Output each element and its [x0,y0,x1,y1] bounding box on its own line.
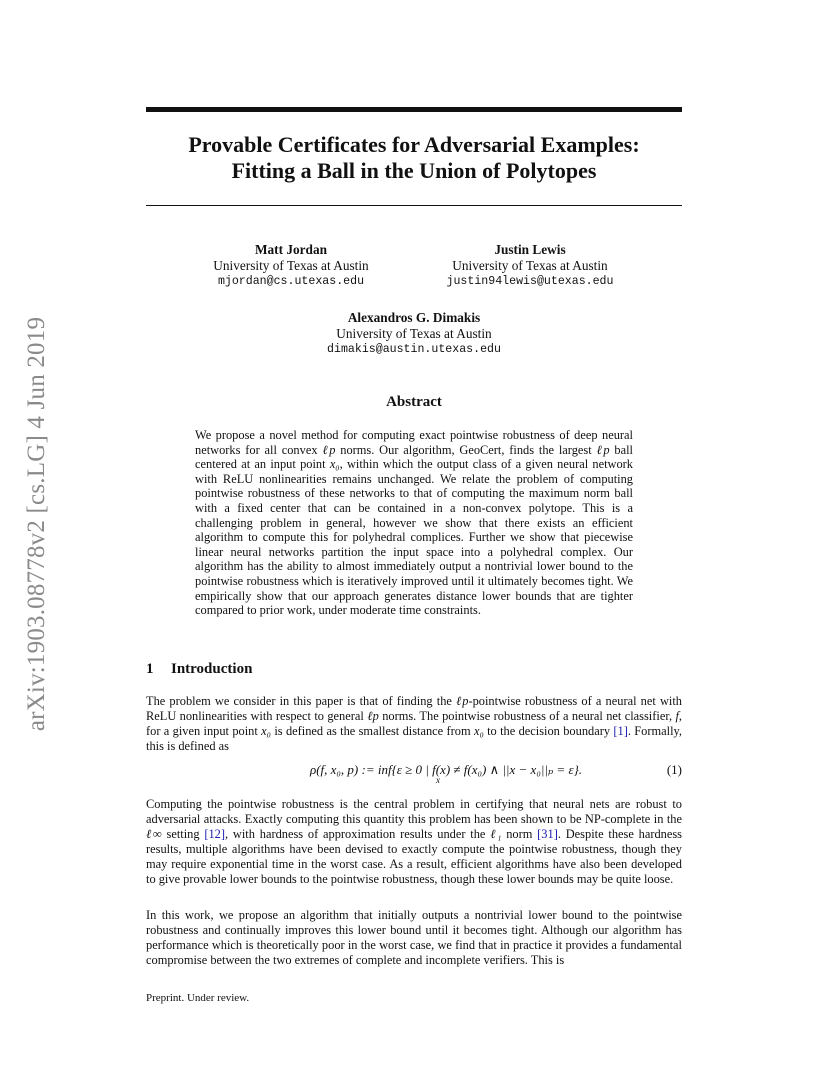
paragraph-text: Computing the pointwise robustness is the central problem in certifying that neural nets are robust to adversarial attacks. Exactly computing this quantity this problem has been shown to be NP-complete in the [146,797,682,826]
abstract-heading: Abstract [386,394,442,410]
abstract-text: , within which the output class of a given neural network with ReLU nonlinearities remains unchanged. We relate the problem of computing pointwise robustness of these networks to that of computing the maximum norm ball with a fixed center that can be contained in a non-convex polytope. This is a challenging problem in general, however we show that there exists an efficient algorithm to compute this for polyhedral complices. Further we show that piecewise linear neural networks partition the input space into a polyhedral complex. Our algorithm has the ability to almost immediately output a nontrivial lower bound to the pointwise robustness which is iteratively improved until it ultimately becomes tight. We empirically show that our approach generates distance lower bounds that are tighter compared to prior work, under moderate time constraints. [195,457,633,618]
author-name: Alexandros G. Dimakis [347,310,481,325]
math-l1: ℓ₁ [490,826,502,841]
arxiv-identifier: arXiv:1903.08778v2 [cs.LG] 4 Jun 2019 [23,316,50,732]
paragraph-text: The problem we consider in this paper is that of finding the [146,694,457,708]
math-lp: ℓp [367,708,379,723]
author-affiliation: University of Texas at Austin [452,258,608,273]
abstract-text: ball centered at an input point [195,442,634,472]
title-line-2: Fitting a Ball in the Union of Polytopes [231,158,597,183]
equation-number: (1) [666,762,682,777]
paragraph-text: . Formally, this is defined as [146,723,683,753]
equation-formula: ρ(f, x₀, p) := inf{ε ≥ 0 | f(x) ≠ f(x₀) ∧ ||x − x₀||ₚ = ε}. [309,762,583,777]
paragraph-text: setting [161,826,205,841]
title-bottom-rule [146,205,682,206]
author-email[interactable]: mjordan@cs.utexas.edu [217,275,365,288]
paragraph-text: is defined as the smallest distance from [270,723,474,738]
arxiv-sidebar [18,296,56,752]
author-affiliation: University of Texas at Austin [336,326,492,341]
paragraph-text: , with hardness of approximation results under the [225,826,491,841]
author-email[interactable]: dimakis@austin.utexas.edu [327,343,501,356]
title-line-1: Provable Certificates for Adversarial Examples: [188,132,640,157]
author-block-2 [430,242,630,290]
intro-paragraph-3: In this work, we propose an algorithm that initially outputs a nontrivial lower bound to the pointwise robustness and continually improves this lower bound until it becomes tight. Although our algorithm has performance which is theoretically poor in the worst case, we find that in practice it provides a fundamental compromise between the two extremes of complete and incomplete verifiers. This is [146,908,682,967]
title-top-rule [146,107,682,112]
paragraph-text: to the decision boundary [483,723,614,738]
abstract-body [195,428,633,618]
math-x0: x₀ [329,457,340,472]
author-name: Matt Jordan [254,242,328,257]
paper-title [146,132,682,184]
intro-paragraph-1 [146,694,682,754]
equation-subscript: x [436,775,440,785]
math-linf: ℓ∞ [146,826,162,841]
abstract-text: We propose a novel method for computing exact pointwise robustness of deep neural networks for all convex [195,428,633,457]
paragraph-text: . Despite these hardness results, multiple algorithms have been devised to exactly compute the pointwise robustness, though they may require exponential time in the worst case. As a result, efficient algorithms have also been developed to give provable lower bounds to the pointwise robustness, though these lower bounds may be quite loose. [146,826,683,886]
author-block-1 [196,242,386,290]
math-lp: ℓp [596,442,610,457]
abstract-text: norms. Our algorithm, GeoCert, finds the largest [335,442,597,457]
section-heading [146,661,252,678]
author-block-3 [304,310,524,358]
math-x0: x₀ [473,723,484,738]
paragraph-text: norms. The pointwise robustness of a neural net classifier, [378,708,676,723]
citation-link[interactable]: [1] [613,723,628,738]
math-lp: ℓp [456,694,469,708]
author-email[interactable]: justin94lewis@utexas.edu [446,275,614,288]
section-number: 1 [146,661,154,677]
author-affiliation: University of Texas at Austin [213,258,369,273]
intro-paragraph-2 [146,797,682,886]
paragraph-text: -pointwise robustness of a neural net with ReLU nonlinearities with respect to general [146,694,682,723]
math-f: f [675,708,679,723]
citation-link[interactable]: [12] [204,826,226,841]
author-name: Justin Lewis [494,242,566,257]
paragraph-text: norm [501,826,538,841]
math-x0: x₀ [261,723,271,738]
paragraph-text: , for a given input point [146,708,682,738]
math-lp: ℓp [322,442,336,457]
equation-1 [146,762,682,786]
preprint-footer: Preprint. Under review. [146,992,250,1004]
citation-link[interactable]: [31] [537,826,558,841]
section-title: Introduction [171,661,253,677]
